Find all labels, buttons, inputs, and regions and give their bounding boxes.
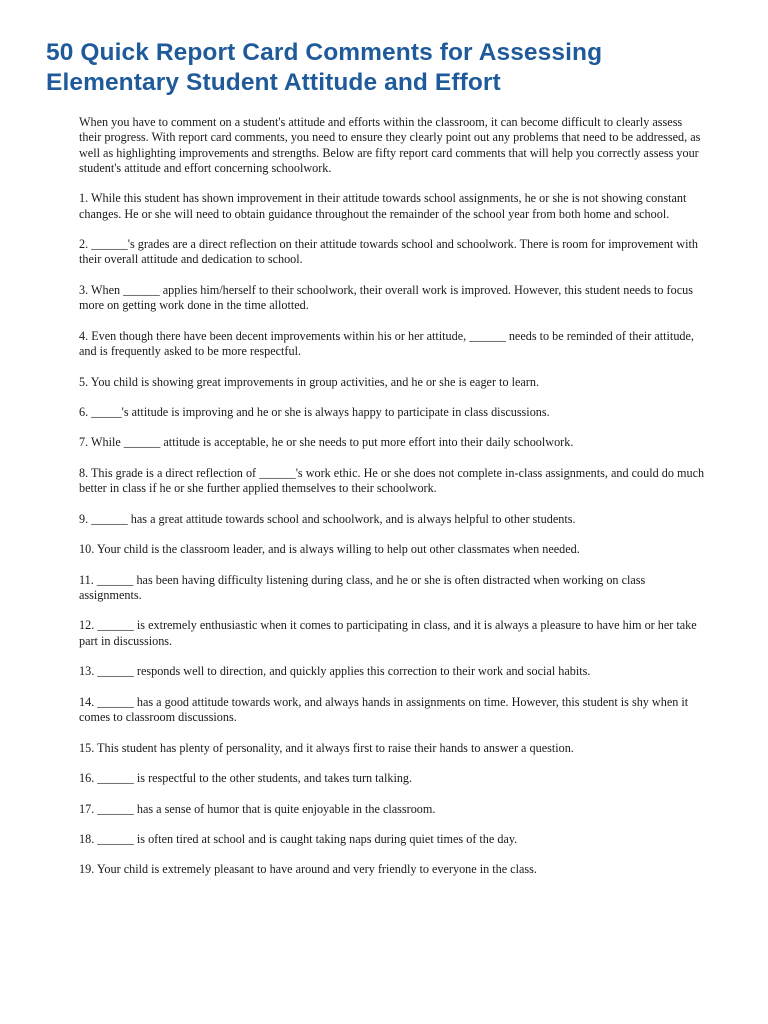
document-title: 50 Quick Report Card Comments for Assessing Elementary Student Attitude and Effort: [46, 39, 603, 96]
comment-item: 17. ______ has a sense of humor that is quite enjoyable in the classroom.: [79, 801, 436, 816]
comment-item: 16. ______ is respectful to the other students, and takes turn talking.: [79, 771, 413, 786]
comment-item: 14. ______ has a good attitude towards work, and always hands in assignments on time. However, this student is shy when it comes to classroom discussions.: [79, 694, 689, 725]
comment-item: 13. ______ responds well to direction, and quickly applies this correction to their work and social habits.: [79, 664, 591, 679]
comment-item: 12. ______ is extremely enthusiastic when it comes to participating in class, and it is always a pleasure to have him or her take part in discussions.: [79, 618, 697, 648]
comment-item: 4. Even though there have been decent improvements within his or her attitude, ______ needs to be reminded of their attitude, and is frequently asked to be more respectful.: [79, 328, 694, 359]
comment-item: 3. When ______ applies him/herself to their schoolwork, their overall work is improved. However, this student needs to focus more on getting work done in the time allotted.: [79, 282, 693, 313]
comment-item: 1. While this student has shown improvement in their attitude towards school assignments, he or she is not showing constant changes. He or she will need to obtain guidance throughout the remainder of the school year from both home and school.: [79, 191, 687, 221]
comment-item: 11. ______ has been having difficulty listening during class, and he or she is often distracted when working on class assignments.: [79, 572, 646, 602]
comment-item: 9. ______ has a great attitude towards school and schoolwork, and is always helpful to other students.: [79, 511, 576, 526]
comment-item: 2. ______'s grades are a direct reflection on their attitude towards school and schoolwork. There is room for improvement with their overall attitude and dedication to school.: [79, 237, 698, 267]
comment-item: 6. _____'s attitude is improving and he or she is always happy to participate in class discussions.: [79, 404, 550, 419]
comment-item: 15. This student has plenty of personality, and it always first to raise their hands to answer a question.: [79, 740, 574, 755]
comment-item: 18. ______ is often tired at school and is caught taking naps during quiet times of the day.: [79, 831, 518, 846]
document-body: [46, 115, 706, 878]
comment-item: 10. Your child is the classroom leader, and is always willing to help out other classmates when needed.: [79, 542, 580, 557]
comment-item: 7. While ______ attitude is acceptable, he or she needs to put more effort into their daily schoolwork.: [79, 435, 574, 450]
comment-item: 5. You child is showing great improvements in group activities, and he or she is eager to learn.: [79, 374, 539, 389]
comment-item: 8. This grade is a direct reflection of ______'s work ethic. He or she does not complete in-class assignments, and could do much better in class if he or she further applied themselves to their schoolwork.: [79, 465, 705, 496]
intro-paragraph: When you have to comment on a student's attitude and efforts within the classroom, it can become difficult to clearly assess their progress. With report card comments, you need to ensure they clearly point out any problems that need to be addressed, as well as highlighting improvements and strengths. Below are fifty report card comments that will help you correctly assess your student's attitude and effort concerning schoolwork.: [79, 115, 701, 175]
comment-item: 19. Your child is extremely pleasant to have around and very friendly to everyone in the class.: [79, 862, 537, 877]
